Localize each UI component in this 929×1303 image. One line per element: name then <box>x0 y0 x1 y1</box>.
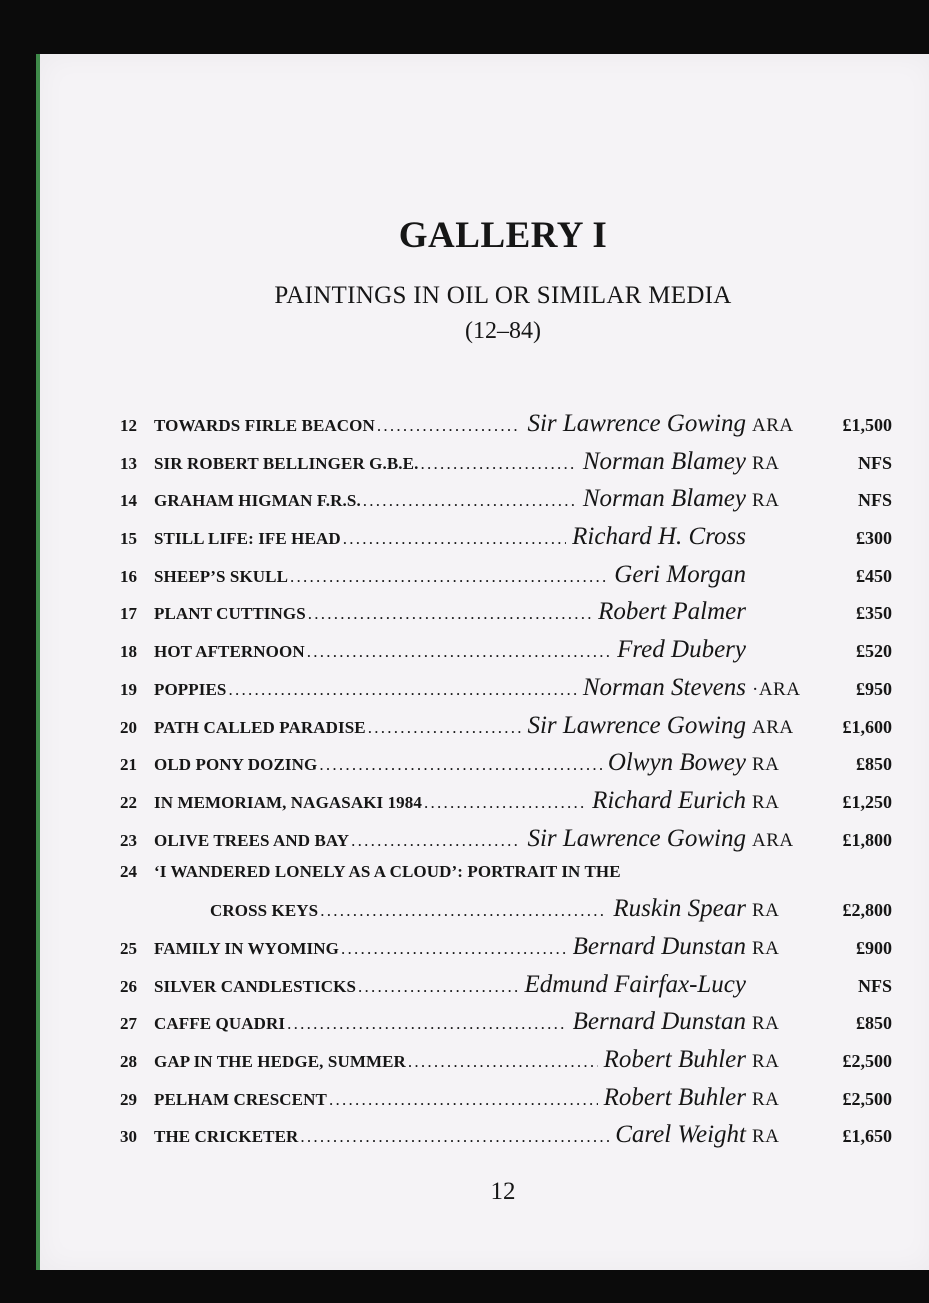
entry-artist: Norman Stevens <box>582 673 746 701</box>
catalogue-entry-continuation <box>120 895 892 933</box>
entry-number: 14 <box>120 491 137 511</box>
entry-honour: RA <box>752 900 780 922</box>
leader-dots <box>368 718 522 738</box>
catalogue-entry <box>120 971 892 1009</box>
entry-honour: ARA <box>752 716 794 738</box>
catalogue-entry <box>120 1046 892 1084</box>
leader-dots <box>290 567 608 587</box>
entry-honour: RA <box>752 490 780 512</box>
entry-honour: RA <box>752 1088 780 1110</box>
leader-dots <box>300 1127 609 1147</box>
entry-number: 25 <box>120 938 137 958</box>
entry-title: HOT AFTERNOON <box>154 642 305 662</box>
entry-number: 19 <box>120 679 137 699</box>
entry-price: £2,500 <box>842 1051 892 1071</box>
entry-artist: Bernard Dunstan <box>572 1008 746 1036</box>
entry-artist: Norman Blamey <box>582 447 746 475</box>
catalogue-entry <box>120 410 892 448</box>
entry-artist: Bernard Dunstan <box>572 932 746 960</box>
entry-number: 13 <box>120 453 137 473</box>
entry-number: 16 <box>120 566 137 586</box>
entry-artist: Sir Lawrence Gowing <box>527 410 746 437</box>
entry-price: £1,600 <box>842 716 892 737</box>
leader-dots <box>351 831 521 851</box>
entry-artist: Ruskin Spear <box>613 895 746 923</box>
catalogue-entry <box>120 1084 892 1122</box>
catalogue-range: (12–84) <box>465 318 541 344</box>
entry-artist: Carel Weight <box>615 1121 746 1149</box>
entry-artist: Geri Morgan <box>614 560 746 588</box>
catalogue-entry <box>120 933 892 971</box>
leader-dots <box>307 642 611 662</box>
entry-title: PLANT CUTTINGS <box>154 604 306 624</box>
entry-price: £1,800 <box>842 829 892 850</box>
catalogue-entry <box>120 825 892 863</box>
leader-dots <box>308 604 592 624</box>
catalogue-entry <box>120 523 892 561</box>
entry-title: SHEEP’S SKULL <box>154 566 289 586</box>
entry-honour: RA <box>752 1126 780 1148</box>
entry-artist: Sir Lawrence Gowing <box>527 824 746 852</box>
entry-artist: Fred Dubery <box>617 636 746 664</box>
catalogue-entry <box>120 862 892 895</box>
catalogue-entry <box>120 636 892 674</box>
entry-title-continuation: CROSS KEYS <box>210 901 319 921</box>
entry-number: 12 <box>120 416 137 435</box>
entry-price: £1,250 <box>842 791 892 812</box>
entry-title: OLIVE TREES AND BAY <box>154 830 350 850</box>
leader-dots <box>424 793 586 813</box>
entry-title: IN MEMORIAM, NAGASAKI 1984 <box>154 792 422 812</box>
entry-title: FAMILY IN WYOMING <box>154 938 339 958</box>
section-subtitle: PAINTINGS IN OIL OR SIMILAR MEDIA <box>274 282 732 309</box>
catalogue-entry <box>120 598 892 636</box>
entry-title: PATH CALLED PARADISE <box>154 717 366 737</box>
entry-price: £2,500 <box>842 1088 892 1109</box>
entry-price: £1,650 <box>842 1126 892 1147</box>
leader-dots <box>229 680 577 700</box>
leader-dots <box>408 1052 598 1072</box>
entry-number: 18 <box>120 642 137 662</box>
entry-number: 29 <box>120 1089 137 1109</box>
gallery-title: GALLERY I <box>398 215 608 256</box>
entry-artist: Richard Eurich <box>592 786 746 814</box>
entry-title: THE CRICKETER <box>154 1127 299 1147</box>
entry-number: 26 <box>120 976 137 996</box>
catalogue-entry <box>120 1008 892 1046</box>
entry-price: NFS <box>857 452 892 473</box>
entry-title: SILVER CANDLESTICKS <box>154 976 357 996</box>
entry-artist: Richard H. Cross <box>572 523 746 551</box>
entry-price: £1,500 <box>842 415 892 435</box>
entry-number: 21 <box>120 755 137 775</box>
entry-artist: Norman Blamey <box>582 485 746 513</box>
entry-number: 24 <box>120 862 137 882</box>
entry-price: NFS <box>857 490 892 511</box>
leader-dots <box>343 529 566 549</box>
entry-number: 23 <box>120 830 137 850</box>
entry-title: PELHAM CRESCENT <box>154 1089 327 1109</box>
entry-price: £300 <box>856 528 892 549</box>
entry-honour: RA <box>752 754 780 776</box>
entry-artist: Edmund Fairfax-Lucy <box>524 970 746 998</box>
entry-title: CAFFE QUADRI <box>154 1014 286 1034</box>
entry-honour: ·ARA <box>752 678 801 700</box>
page-number: 12 <box>490 1178 516 1205</box>
entry-title: GAP IN THE HEDGE, SUMMER <box>154 1052 406 1071</box>
catalogue-entries <box>120 410 892 1159</box>
entry-honour: RA <box>752 791 780 813</box>
entry-price: £850 <box>856 1013 892 1034</box>
catalogue-entry <box>120 1121 892 1159</box>
entry-honour: RA <box>752 1051 780 1072</box>
entry-title: STILL LIFE: IFE HEAD <box>154 529 341 549</box>
entry-price: £950 <box>856 678 892 699</box>
entry-artist: Olwyn Bowey <box>607 749 746 777</box>
entry-title: OLD PONY DOZING <box>154 755 318 775</box>
leader-dots <box>329 1090 598 1110</box>
entry-artist: Robert Palmer <box>598 598 746 626</box>
entry-title: SIR ROBERT BELLINGER G.B.E. <box>154 453 419 473</box>
entry-title: GRAHAM HIGMAN F.R.S. <box>154 491 361 511</box>
entry-price: NFS <box>857 975 892 996</box>
entry-title: ‘I WANDERED LONELY AS A CLOUD’: PORTRAIT IN THE <box>154 862 621 882</box>
entry-number: 27 <box>120 1014 137 1034</box>
catalogue-entry <box>120 749 892 787</box>
entry-price: £350 <box>856 603 892 624</box>
entry-number: 28 <box>120 1052 137 1071</box>
entry-honour: RA <box>752 452 780 474</box>
entry-title: TOWARDS FIRLE BEACON <box>154 416 375 435</box>
entry-price: £850 <box>856 754 892 775</box>
entry-price: £2,800 <box>842 900 892 921</box>
leader-dots <box>287 1014 567 1034</box>
entry-artist: Robert Buhler <box>603 1046 746 1073</box>
leader-dots <box>420 454 576 474</box>
entry-number: 15 <box>120 529 137 549</box>
entry-honour: ARA <box>752 829 794 851</box>
catalogue-entry <box>120 787 892 825</box>
entry-title: POPPIES <box>154 679 227 699</box>
leader-dots <box>377 416 522 436</box>
entry-number: 30 <box>120 1127 137 1147</box>
entry-number: 20 <box>120 717 137 737</box>
leader-dots <box>320 901 607 921</box>
catalogue-entry <box>120 674 892 712</box>
catalogue-entry <box>120 712 892 750</box>
entry-number: 17 <box>120 604 137 624</box>
entry-number: 22 <box>120 792 137 812</box>
entry-price: £520 <box>856 641 892 662</box>
entry-price: £450 <box>856 565 892 586</box>
catalogue-page <box>36 54 929 1270</box>
entry-price: £900 <box>856 937 892 958</box>
catalogue-entry <box>120 561 892 599</box>
leader-dots <box>341 939 567 959</box>
entry-honour: RA <box>752 1013 780 1035</box>
catalogue-entry <box>120 485 892 523</box>
leader-dots <box>363 491 577 511</box>
entry-artist: Robert Buhler <box>603 1083 746 1111</box>
catalogue-entry <box>120 448 892 486</box>
leader-dots <box>358 977 518 997</box>
entry-artist: Sir Lawrence Gowing <box>527 711 746 739</box>
entry-honour: ARA <box>752 415 794 436</box>
entry-honour: RA <box>752 937 780 959</box>
leader-dots <box>319 755 602 775</box>
